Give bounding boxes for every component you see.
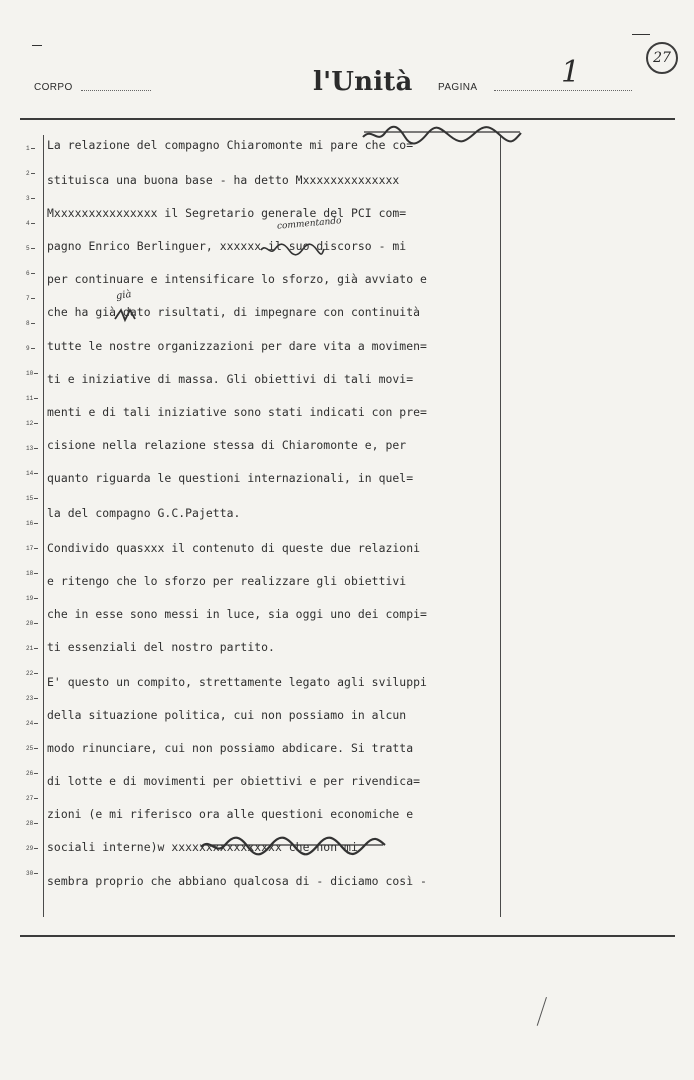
line-number: 15 xyxy=(26,496,42,502)
line-number: 20 xyxy=(26,621,42,627)
line-number: 1 xyxy=(26,146,42,152)
line-number: 19 xyxy=(26,596,42,602)
typed-paragraph-line: modo rinunciare, cui non possiamo abdicare. Si tratta xyxy=(47,741,414,755)
typed-paragraph-line: e ritengo che lo sforzo per realizzare gli obiettivi xyxy=(47,574,407,588)
line-number: 25 xyxy=(26,746,42,752)
pagina-label: PAGINA xyxy=(438,82,478,93)
line-number: 7 xyxy=(26,296,42,302)
typed-paragraph-line: stituisca una buona base - ha detto Mxxxxxxxxxxxxxx xyxy=(47,173,400,187)
corpo-label: CORPO xyxy=(34,82,73,93)
typed-paragraph-line: di lotte e di movimenti per obiettivi e per rivendica= xyxy=(47,774,421,788)
line-number: 9 xyxy=(26,346,42,352)
top-horizontal-rule xyxy=(20,118,675,120)
line-number: 23 xyxy=(26,696,42,702)
line-number: 12 xyxy=(26,421,42,427)
line-number: 4 xyxy=(26,221,42,227)
typed-paragraph-line: che in esse sono messi in luce, sia oggi uno dei compi= xyxy=(47,607,427,621)
typed-paragraph-line: che ha già dato risultati, di impegnare con continuità xyxy=(47,305,421,319)
line-number: 26 xyxy=(26,771,42,777)
typed-paragraph-line: menti e di tali iniziative sono stati indicati con pre= xyxy=(47,405,427,419)
typed-paragraph-line: ti e iniziative di massa. Gli obiettivi di tali movi= xyxy=(47,372,414,386)
line-number: 3 xyxy=(26,196,42,202)
handwritten-insertion: commentando xyxy=(276,216,342,232)
bottom-pen-mark xyxy=(537,997,547,1026)
line-number: 28 xyxy=(26,821,42,827)
line-number: 14 xyxy=(26,471,42,477)
typed-paragraph-line: pagno Enrico Berlinguer, xxxxxx il suo discorso - mi xyxy=(47,239,407,253)
line-number: 22 xyxy=(26,671,42,677)
corpo-dotted-line xyxy=(81,90,151,91)
typed-paragraph-line: la del compagno G.C.Pajetta. xyxy=(47,506,241,520)
line-number: 18 xyxy=(26,571,42,577)
pagina-dotted-line xyxy=(494,90,632,91)
typed-paragraph-line: sembra proprio che abbiano qualcosa di - diciamo così - xyxy=(47,874,427,888)
line-number: 6 xyxy=(26,271,42,277)
line-number: 16 xyxy=(26,521,42,527)
typed-paragraph-line: della situazione politica, cui non possiamo in alcun xyxy=(47,708,407,722)
line-number: 29 xyxy=(26,846,42,852)
newspaper-masthead: l'Unità xyxy=(313,67,413,97)
handwritten-insertion: già xyxy=(115,288,133,303)
left-margin-line xyxy=(43,135,44,917)
line-number: 24 xyxy=(26,721,42,727)
handwritten-page-number: 1 xyxy=(561,55,581,90)
typed-paragraph-line: quanto riguarda le questioni internazionali, in quel= xyxy=(47,471,414,485)
typed-paragraph-line: Mxxxxxxxxxxxxxxx il Segretario generale del PCI com= xyxy=(47,206,407,220)
circled-sheet-number: 27 xyxy=(646,42,678,74)
typed-paragraph-line: ti essenziali del nostro partito. xyxy=(47,640,275,654)
line-number: 27 xyxy=(26,796,42,802)
line-number: 8 xyxy=(26,321,42,327)
line-number: 2 xyxy=(26,171,42,177)
top-right-dash xyxy=(632,34,650,35)
line-number: 10 xyxy=(26,371,42,377)
bottom-horizontal-rule xyxy=(20,935,675,937)
line-number: 11 xyxy=(26,396,42,402)
line-number: 21 xyxy=(26,646,42,652)
line-number: 13 xyxy=(26,446,42,452)
line-number: 17 xyxy=(26,546,42,552)
typed-paragraph-line: tutte le nostre organizzazioni per dare vita a movimen= xyxy=(47,339,427,353)
typed-paragraph-line: zioni (e mi riferisco ora alle questioni economiche e xyxy=(47,807,414,821)
top-left-dash xyxy=(32,45,42,46)
typed-paragraph-line: La relazione del compagno Chiaromonte mi pare che co= xyxy=(47,138,414,152)
typed-paragraph-line: E' questo un compito, strettamente legato agli sviluppi xyxy=(47,675,427,689)
line-number: 5 xyxy=(26,246,42,252)
typed-paragraph-line: cisione nella relazione stessa di Chiaromonte e, per xyxy=(47,438,407,452)
typed-paragraph-line: Condivido quasxxx il contenuto di queste due relazioni xyxy=(47,541,421,555)
line-number: 30 xyxy=(26,871,42,877)
typed-paragraph-line: sociali interne)w xxxxxxxxxxxxxxxx che non mi xyxy=(47,840,358,854)
typed-paragraph-line: per continuare e intensificare lo sforzo, già avviato e xyxy=(47,272,427,286)
